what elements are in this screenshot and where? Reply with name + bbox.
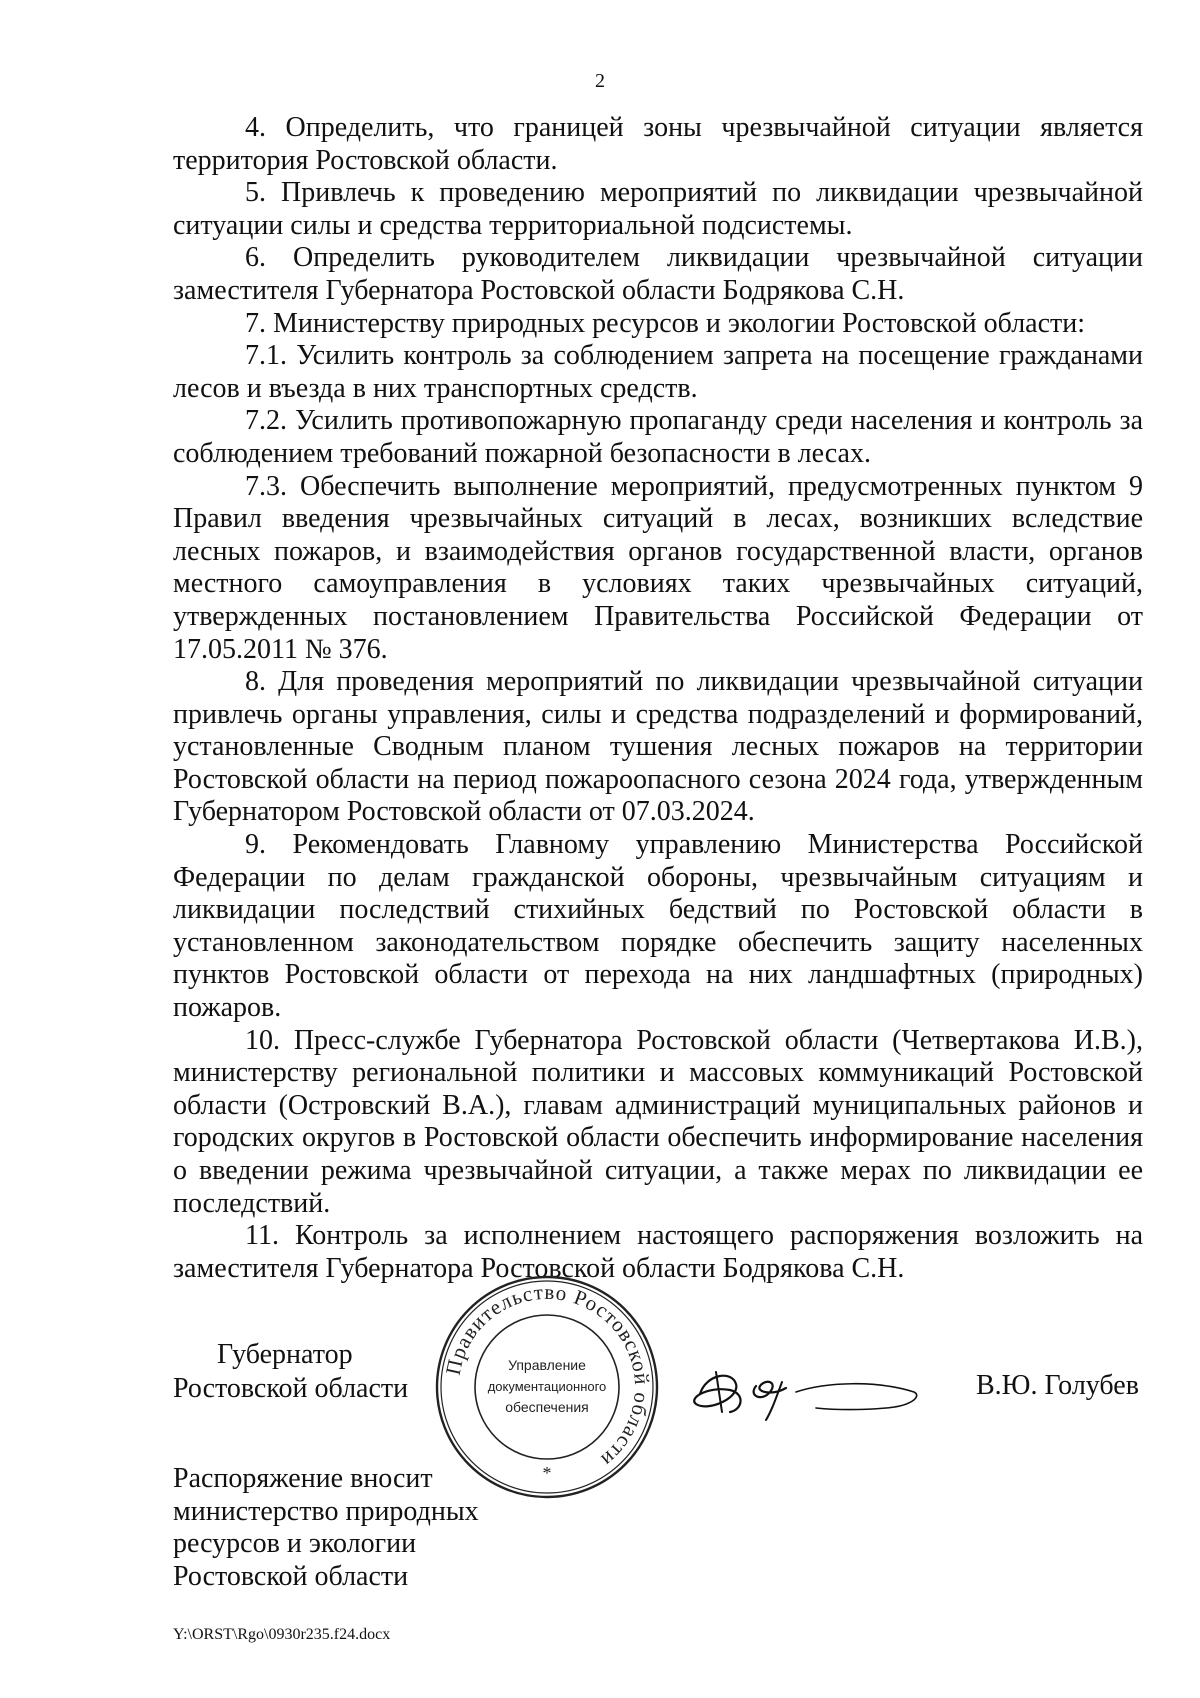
paragraph-7-1: 7.1. Усилить контроль за соблюдением запрета на посещение гражданами лесов и въезда в них транспортных средств.	[173, 340, 1143, 404]
seal-center-line3: обеспечения	[505, 1399, 589, 1415]
seal-star: *	[542, 1463, 552, 1483]
paragraph-7-3: 7.3. Обеспечить выполнение мероприятий, предусмотренных пунктом 9 Правил введения чрезвычайных ситуаций в лесах, возникших вследствие лесных пожаров, и взаимодействия органов государственной власти, органов местного самоуправления в условиях таких чрезвычайных ситуаций, утвержденных постановлением Правительства Российской Федерации от 17.05.2011 № 376.	[173, 470, 1143, 665]
paragraph-8: 8. Для проведения мероприятий по ликвидации чрезвычайной ситуации привлечь органы управления, силы и средства подразделений и формирований, установленные Сводным планом тушения лесных пожаров на территории Ростовской области на период пожароопасного сезона 2024 года, утвержденным Губернатором Ростовской области от 07.03.2024.	[173, 666, 1143, 828]
submitted-by-line4: Ростовской области	[173, 1560, 409, 1592]
submitted-by-line2: министерство природных	[173, 1495, 479, 1527]
file-path: Y:\ORST\Rgo\0930r235.f24.docx	[173, 1626, 391, 1643]
paragraph-4: 4. Определить, что границей зоны чрезвычайной ситуации является территория Ростовской области.	[173, 112, 1143, 176]
paragraph-5: 5. Привлечь к проведению мероприятий по ликвидации чрезвычайной ситуации силы и средства территориальной подсистемы.	[173, 177, 1143, 241]
document-body	[173, 112, 1143, 1285]
paragraph-6: 6. Определить руководителем ликвидации чрезвычайной ситуации заместителя Губернатора Ростовской области Бодрякова С.Н.	[173, 242, 1143, 306]
paragraph-11: 11. Контроль за исполнением настоящего распоряжения возложить на заместителя Губернатора Ростовской области Бодрякова С.Н.	[173, 1220, 1143, 1284]
submitted-by-line3: ресурсов и экологии	[173, 1528, 417, 1559]
handwritten-signature	[686, 1352, 926, 1432]
paragraph-10: 10. Пресс-службе Губернатора Ростовской области (Четвертакова И.В.), министерству региональной политики и массовых коммуникаций Ростовской области (Островский В.А.), главам администраций муниципальных районов и городских округов в Ростовской области обеспечить информирование населения о введении режима чрезвычайной ситуации, а также мерах по ликвидации ее последствий.	[173, 1024, 1143, 1219]
seal-ring-text: Правительство Ростовской области	[440, 1279, 655, 1473]
signatory-name: В.Ю. Голубев	[976, 1370, 1139, 1401]
signatory-title-line1: Губернатор	[217, 1339, 353, 1370]
seal-center-line1: Управление	[508, 1357, 586, 1373]
submitted-by-line1: Распоряжение вносит	[173, 1463, 433, 1494]
signatory-title	[173, 1338, 408, 1406]
seal-center-line2: документационного	[487, 1379, 607, 1394]
signatory-title-line2: Ростовской области	[173, 1373, 409, 1404]
paragraph-9: 9. Рекомендовать Главному управлению Министерства Российской Федерации по делам гражданской обороны, чрезвычайным ситуациям и ликвидации последствий стихийных бедствий по Ростовской области в установленном законодательством порядке обеспечить защиту населенных пунктов Ростовской области от перехода на них ландшафтных (природных) пожаров.	[173, 829, 1143, 1024]
paragraph-7-2: 7.2. Усилить противопожарную пропаганду среди населения и контроль за соблюдением требований пожарной безопасности в лесах.	[173, 405, 1143, 469]
page-number: 2	[595, 70, 605, 92]
submitted-by-note	[173, 1463, 479, 1593]
paragraph-7: 7. Министерству природных ресурсов и экологии Ростовской области:	[245, 307, 1086, 339]
